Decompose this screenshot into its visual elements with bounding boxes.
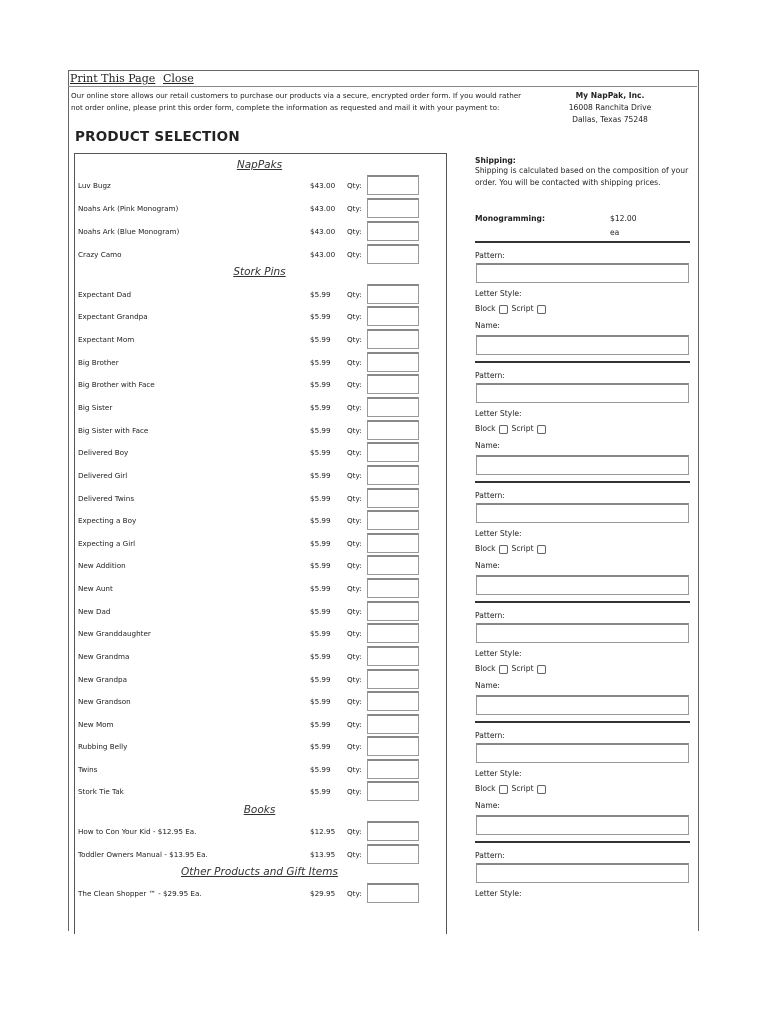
pattern-label: Pattern: <box>475 491 505 500</box>
qty-input[interactable] <box>367 759 419 779</box>
product-name: New Mom <box>78 720 114 729</box>
qty-input[interactable] <box>367 198 419 218</box>
qty-label: Qty: <box>347 494 362 503</box>
product-name: Delivered Twins <box>78 494 135 503</box>
monogram-divider <box>475 361 690 363</box>
script-label: Script <box>511 784 534 793</box>
block-checkbox[interactable] <box>499 305 508 314</box>
product-price: $13.95 <box>310 850 336 859</box>
pattern-label: Pattern: <box>475 611 505 620</box>
product-price: $5.99 <box>310 312 331 321</box>
product-name: Big Brother <box>78 358 119 367</box>
product-row <box>78 221 423 241</box>
product-name: New Addition <box>78 561 126 570</box>
product-row <box>78 420 423 440</box>
product-name: Expectant Dad <box>78 290 132 299</box>
qty-label: Qty: <box>347 380 362 389</box>
product-name: New Granddaughter <box>78 629 151 638</box>
qty-input[interactable] <box>367 883 419 903</box>
qty-input[interactable] <box>367 669 419 689</box>
section-title: Other Products and Gift Items <box>181 866 338 878</box>
product-name: New Dad <box>78 607 111 616</box>
qty-label: Qty: <box>347 765 362 774</box>
product-price: $5.99 <box>310 494 331 503</box>
qty-input[interactable] <box>367 533 419 553</box>
name-label: Name: <box>475 801 500 810</box>
product-row <box>78 623 423 643</box>
product-price: $43.00 <box>310 250 336 259</box>
section-title: Stork Pins <box>233 266 286 278</box>
product-price: $5.99 <box>310 765 331 774</box>
pattern-input[interactable] <box>476 263 689 283</box>
product-row <box>78 555 423 575</box>
pattern-label: Pattern: <box>475 371 505 380</box>
qty-label: Qty: <box>347 250 362 259</box>
product-name: Big Sister <box>78 403 113 412</box>
script-label: Script <box>511 304 534 313</box>
qty-label: Qty: <box>347 516 362 525</box>
script-checkbox[interactable] <box>537 545 546 554</box>
qty-label: Qty: <box>347 181 362 190</box>
qty-label: Qty: <box>347 403 362 412</box>
product-row <box>78 374 423 394</box>
qty-label: Qty: <box>347 561 362 570</box>
qty-label: Qty: <box>347 850 362 859</box>
product-price: $5.99 <box>310 448 331 457</box>
product-row <box>78 578 423 598</box>
product-row <box>78 397 423 417</box>
product-name: Toddler Owners Manual - $13.95 Ea. <box>78 850 208 859</box>
name-input[interactable] <box>476 695 689 715</box>
letter-style-options <box>475 424 550 434</box>
qty-input[interactable] <box>367 488 419 508</box>
product-price: $5.99 <box>310 787 331 796</box>
block-checkbox[interactable] <box>499 785 508 794</box>
qty-label: Qty: <box>347 584 362 593</box>
product-price: $5.99 <box>310 403 331 412</box>
letter-style-options <box>475 784 550 794</box>
product-price: $43.00 <box>310 181 336 190</box>
product-name: Luv Bugz <box>78 181 111 190</box>
letter-style-options <box>475 304 550 314</box>
product-name: New Grandson <box>78 697 131 706</box>
qty-input[interactable] <box>367 510 419 530</box>
product-price: $5.99 <box>310 742 331 751</box>
block-checkbox[interactable] <box>499 545 508 554</box>
qty-input[interactable] <box>367 306 419 326</box>
monogramming-label: Monogramming: <box>475 214 546 223</box>
product-row <box>78 306 423 326</box>
qty-label: Qty: <box>347 675 362 684</box>
pattern-input[interactable] <box>476 743 689 763</box>
product-row <box>78 781 423 801</box>
qty-input[interactable] <box>367 844 419 864</box>
name-label: Name: <box>475 441 500 450</box>
product-price: $5.99 <box>310 539 331 548</box>
product-row <box>78 352 423 372</box>
product-price: $29.95 <box>310 889 336 898</box>
product-row <box>78 844 423 864</box>
pattern-input[interactable] <box>476 863 689 883</box>
product-price: $5.99 <box>310 516 331 525</box>
block-label: Block <box>475 424 496 433</box>
product-name: Noahs Ark (Blue Monogram) <box>78 227 180 236</box>
product-row <box>78 691 423 711</box>
letter-style-label: Letter Style: <box>475 289 522 298</box>
product-row <box>78 510 423 530</box>
intro-text: Our online store allows our retail customers to purchase our products via a secure, encrypted order form. If you would rather not order online, please print this order form, complete the information as requested and mail it with your payment to: <box>71 91 522 112</box>
product-price: $5.99 <box>310 584 331 593</box>
qty-label: Qty: <box>347 290 362 299</box>
qty-input[interactable] <box>367 623 419 643</box>
script-checkbox[interactable] <box>537 305 546 314</box>
letter-style-options <box>475 544 550 554</box>
monogram-divider <box>475 241 690 243</box>
block-label: Block <box>475 544 496 553</box>
block-label: Block <box>475 784 496 793</box>
qty-input[interactable] <box>367 691 419 711</box>
qty-input[interactable] <box>367 601 419 621</box>
qty-input[interactable] <box>367 465 419 485</box>
product-price: $5.99 <box>310 561 331 570</box>
qty-input[interactable] <box>367 352 419 372</box>
qty-input[interactable] <box>367 555 419 575</box>
block-checkbox[interactable] <box>499 425 508 434</box>
header-divider <box>68 86 697 87</box>
qty-label: Qty: <box>347 720 362 729</box>
product-name: The Clean Shopper ™ - $29.95 Ea. <box>78 889 202 898</box>
script-label: Script <box>511 664 534 673</box>
product-row <box>78 601 423 621</box>
section-title: NapPaks <box>236 159 283 171</box>
name-label: Name: <box>475 561 500 570</box>
product-row <box>78 284 423 304</box>
product-name: Expecting a Girl <box>78 539 136 548</box>
qty-input[interactable] <box>367 175 419 195</box>
qty-input[interactable] <box>367 420 419 440</box>
pattern-input[interactable] <box>476 383 689 403</box>
product-row <box>78 669 423 689</box>
section-title: Books <box>243 804 276 816</box>
qty-input[interactable] <box>367 329 419 349</box>
product-name: Big Sister with Face <box>78 426 149 435</box>
name-label: Name: <box>475 321 500 330</box>
qty-label: Qty: <box>347 629 362 638</box>
qty-input[interactable] <box>367 646 419 666</box>
qty-input[interactable] <box>367 736 419 756</box>
qty-input[interactable] <box>367 781 419 801</box>
address-street: 16008 Ranchita Drive <box>568 103 652 112</box>
company-name: My NapPak, Inc. <box>575 91 645 100</box>
monogramming-price: $12.00 <box>610 214 637 223</box>
qty-input[interactable] <box>367 442 419 462</box>
product-price: $5.99 <box>310 426 331 435</box>
name-input[interactable] <box>476 455 689 475</box>
close-link[interactable]: Close <box>163 72 194 85</box>
product-price: $5.99 <box>310 335 331 344</box>
qty-label: Qty: <box>347 471 362 480</box>
letter-style-options <box>475 664 550 674</box>
qty-label: Qty: <box>347 312 362 321</box>
product-row <box>78 442 423 462</box>
script-checkbox[interactable] <box>537 785 546 794</box>
mailing-address <box>530 90 690 126</box>
product-row <box>78 883 423 903</box>
product-price: $43.00 <box>310 204 336 213</box>
product-price: $5.99 <box>310 697 331 706</box>
qty-label: Qty: <box>347 827 362 836</box>
pattern-label: Pattern: <box>475 731 505 740</box>
pattern-label: Pattern: <box>475 251 505 260</box>
monogram-divider <box>475 721 690 723</box>
qty-label: Qty: <box>347 358 362 367</box>
script-label: Script <box>511 424 534 433</box>
product-row <box>78 329 423 349</box>
letter-style-label: Letter Style: <box>475 409 522 418</box>
product-name: Stork Tie Tak <box>78 787 124 796</box>
product-price: $5.99 <box>310 471 331 480</box>
product-row <box>78 759 423 779</box>
product-name: Rubbing Belly <box>78 742 128 751</box>
letter-style-label: Letter Style: <box>475 889 522 898</box>
pattern-label: Pattern: <box>475 851 505 860</box>
product-price: $5.99 <box>310 629 331 638</box>
qty-label: Qty: <box>347 335 362 344</box>
product-row <box>78 821 423 841</box>
product-name: New Grandpa <box>78 675 127 684</box>
product-name: Delivered Boy <box>78 448 129 457</box>
product-price: $5.99 <box>310 652 331 661</box>
qty-label: Qty: <box>347 426 362 435</box>
qty-input[interactable] <box>367 714 419 734</box>
product-row <box>78 244 423 264</box>
qty-label: Qty: <box>347 889 362 898</box>
product-name: Crazy Camo <box>78 250 122 259</box>
product-price: $5.99 <box>310 607 331 616</box>
qty-label: Qty: <box>347 448 362 457</box>
product-row <box>78 646 423 666</box>
block-label: Block <box>475 304 496 313</box>
qty-input[interactable] <box>367 221 419 241</box>
address-city: Dallas, Texas 75248 <box>572 115 648 124</box>
qty-label: Qty: <box>347 539 362 548</box>
product-name: Delivered Girl <box>78 471 128 480</box>
qty-input[interactable] <box>367 397 419 417</box>
script-checkbox[interactable] <box>537 425 546 434</box>
product-price: $5.99 <box>310 675 331 684</box>
qty-input[interactable] <box>367 578 419 598</box>
name-input[interactable] <box>476 335 689 355</box>
qty-label: Qty: <box>347 787 362 796</box>
script-label: Script <box>511 544 534 553</box>
qty-input[interactable] <box>367 821 419 841</box>
block-checkbox[interactable] <box>499 665 508 674</box>
product-price: $5.99 <box>310 290 331 299</box>
product-price: $5.99 <box>310 380 331 389</box>
qty-label: Qty: <box>347 607 362 616</box>
product-name: Twins <box>78 765 98 774</box>
qty-input[interactable] <box>367 374 419 394</box>
qty-label: Qty: <box>347 742 362 751</box>
product-name: How to Con Your Kid - $12.95 Ea. <box>78 827 197 836</box>
script-checkbox[interactable] <box>537 665 546 674</box>
monogramming-unit: ea <box>610 228 620 237</box>
name-input[interactable] <box>476 575 689 595</box>
letter-style-label: Letter Style: <box>475 529 522 538</box>
qty-label: Qty: <box>347 652 362 661</box>
product-name: Expectant Mom <box>78 335 135 344</box>
product-price: $43.00 <box>310 227 336 236</box>
shipping-heading: Shipping: <box>475 156 516 165</box>
monogram-divider <box>475 601 690 603</box>
product-name: Expecting a Boy <box>78 516 137 525</box>
product-row <box>78 488 423 508</box>
print-page-link[interactable]: Print This Page <box>70 72 156 85</box>
product-price: $5.99 <box>310 358 331 367</box>
product-name: Big Brother with Face <box>78 380 155 389</box>
pattern-input[interactable] <box>476 503 689 523</box>
product-name: Noahs Ark (Pink Monogram) <box>78 204 179 213</box>
product-row <box>78 175 423 195</box>
monogram-divider <box>475 481 690 483</box>
name-label: Name: <box>475 681 500 690</box>
product-name: Expectant Grandpa <box>78 312 148 321</box>
product-price: $12.95 <box>310 827 336 836</box>
qty-input[interactable] <box>367 244 419 264</box>
product-row <box>78 533 423 553</box>
monogram-divider <box>475 841 690 843</box>
shipping-info <box>475 156 690 188</box>
letter-style-label: Letter Style: <box>475 649 522 658</box>
qty-label: Qty: <box>347 204 362 213</box>
product-row <box>78 736 423 756</box>
product-name: New Aunt <box>78 584 113 593</box>
product-row <box>78 198 423 218</box>
pattern-input[interactable] <box>476 623 689 643</box>
product-row <box>78 714 423 734</box>
name-input[interactable] <box>476 815 689 835</box>
block-label: Block <box>475 664 496 673</box>
qty-label: Qty: <box>347 227 362 236</box>
product-price: $5.99 <box>310 720 331 729</box>
page-title: PRODUCT SELECTION <box>75 129 240 145</box>
qty-input[interactable] <box>367 284 419 304</box>
product-row <box>78 465 423 485</box>
shipping-text: Shipping is calculated based on the composition of your order. You will be contacted with shipping prices. <box>475 166 689 187</box>
letter-style-label: Letter Style: <box>475 769 522 778</box>
product-name: New Grandma <box>78 652 130 661</box>
qty-label: Qty: <box>347 697 362 706</box>
